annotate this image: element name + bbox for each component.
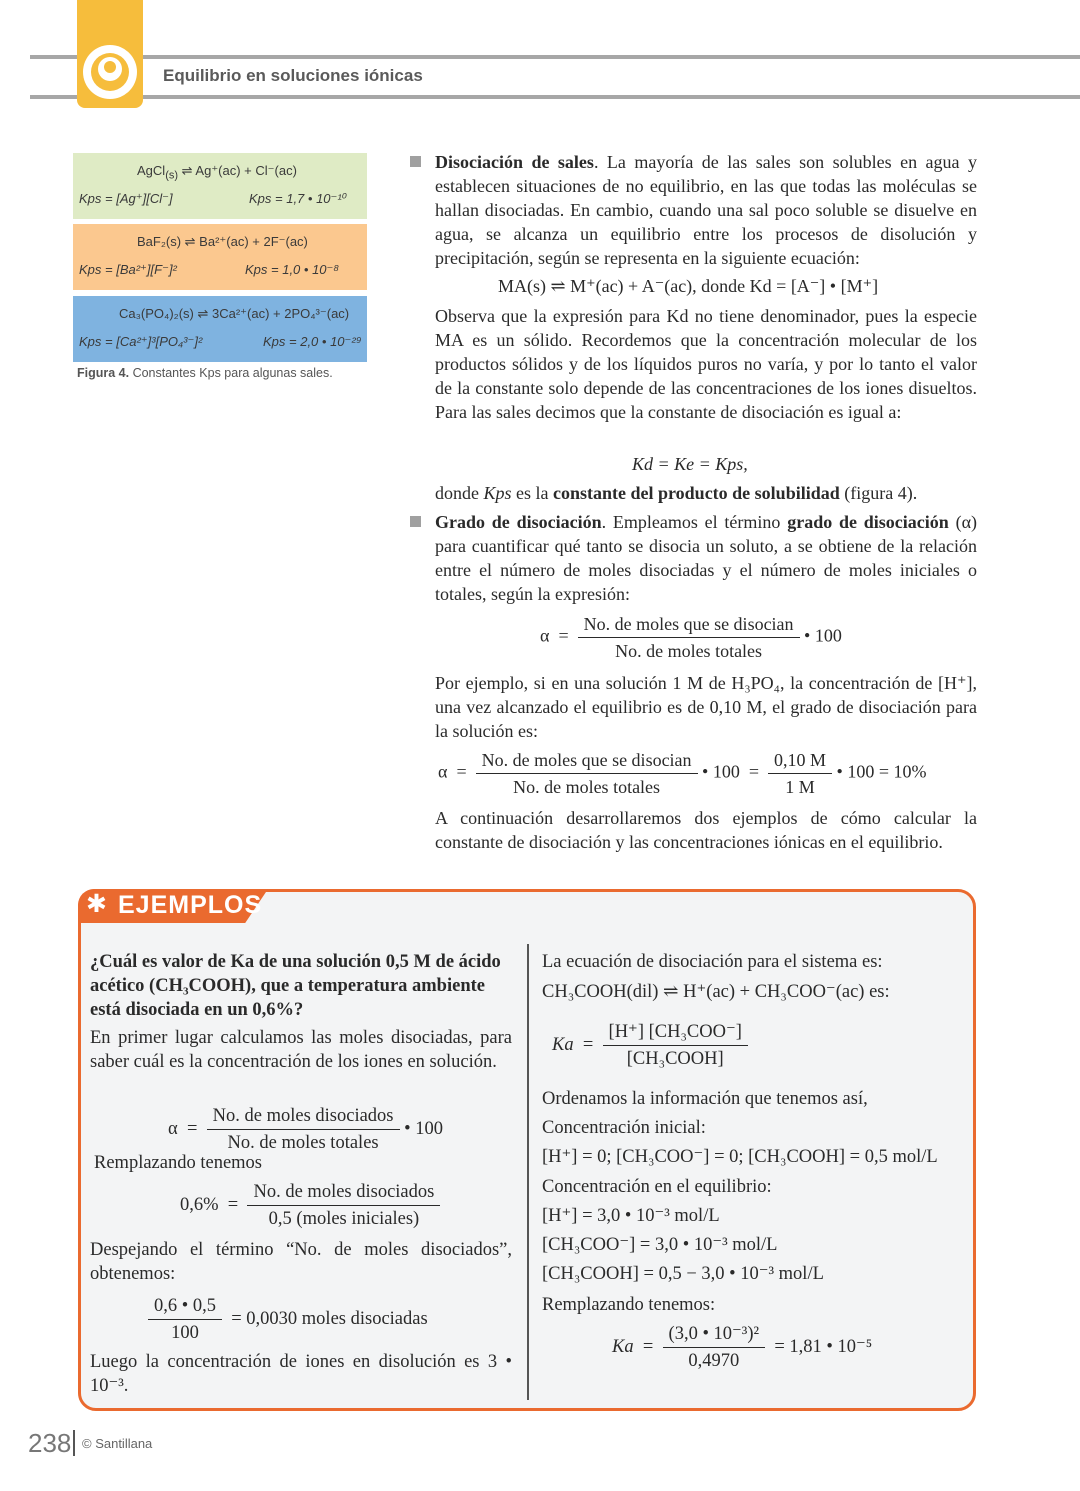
copyright: © Santillana [82,1436,153,1451]
kps-value: Kps = 1,7 • 10⁻¹⁰ [249,191,347,206]
kps-box-ca3po4 [73,296,367,362]
spiral-logo-icon [77,0,143,108]
example-reemplazando: Remplazando tenemos [94,1153,262,1173]
example-reemplazando2: Remplazando tenemos: [542,1295,716,1315]
alpha-example-formula: α = $\frac{\text{No. de moles que se disocian}}{\text{No. de moles totales}}$ • 100 = $\frac{0,10 M}{1 M}$ • 100 = 10% [438,750,927,797]
example-conc-ini-vals: [H⁺] = 0; [CH₃COO⁻] = 0; [CH₃COOH] = 0,5 mol/L [542,1147,938,1167]
section2-closing: A continuación desarrollaremos dos ejemplos de cómo calcular la constante de disociación y las concentraciones iónicas en el equilibrio. [435,808,977,852]
example-conc-ini: Concentración inicial: [542,1118,706,1138]
example-eq2: [CH₃COO⁻] = 3,0 • 10⁻³ mol/L [542,1235,778,1255]
kps-equation: AgCl$_{(s)}$ ⇌ Ag⁺(ac) + Cl⁻(ac) [137,163,297,182]
kps-value: Kps = 2,0 • 10⁻²⁹ [263,334,362,349]
kps-equation: Ca₃(PO₄)₂(s) ⇌ 3Ca²⁺(ac) + 2PO₄³⁻(ac) [119,306,350,321]
example-conc-eq: Concentración en el equilibrio: [542,1177,772,1197]
example-eq1: [H⁺] = 3,0 • 10⁻³ mol/L [542,1206,720,1226]
example-r-intro: La ecuación de disociación para el sistema es: [542,952,883,972]
example-ordenamos: Ordenamos la información que tenemos así, [542,1089,868,1109]
example-alpha-formula: α = $\frac{\text{No. de moles disociados}}{\text{No. de moles totales}}$ • 100 [168,1106,443,1153]
examples-label: ✱ EJEMPLOS [86,890,263,919]
kps-expression: Kps = [Ba²⁺][F⁻]² [79,262,177,277]
section1-equation: MA(s) ⇌ M⁺(ac) + A⁻(ac), donde Kd = [A⁻] • [M⁺] [498,276,879,296]
examples-divider [527,944,529,1400]
example-luego: Luego la concentración de iones en disolución es 3 • 10⁻³. [90,1352,512,1396]
example-eq3: [CH₃COOH] = 0,5 − 3,0 • 10⁻³ mol/L [542,1264,824,1284]
example-result-formula: $\frac{0,6 • 0,5}{100}$ = 0,0030 moles disociadas [148,1294,428,1345]
kps-box-agcl [73,153,367,219]
example-step1: En primer lugar calculamos las moles disociadas, para saber cuál es la concentración de los iones en solución. [90,1028,512,1072]
chapter-tab [77,0,143,108]
bullet-icon [410,516,421,527]
page-number: 238 [28,1428,72,1458]
figure-caption: Figura 4. Constantes Kps para algunas sales. [77,366,333,380]
ka-formula: Ka = $\frac{\text{[H⁺] [CH₃COO⁻]}}{\text{[CH₃COOH]}}$ [552,1020,748,1071]
asterisk-icon: ✱ [86,890,108,918]
header-rule-bottom [30,95,1080,99]
kd-equation: Kd = Ke = Kps, [632,454,748,474]
ka-result-formula: Ka = $\frac{\text{(3,0 • 10⁻³)²}}{0,4970}$ = 1,81 • 10⁻⁵ [612,1324,873,1371]
alpha-formula: α = $\frac{\text{No. de moles que se disocian}}{\text{No. de moles totales}}$ • 100 [540,614,842,661]
example-pct-formula: 0,6% = $\frac{\text{No. de moles disociados}}{\text{0,5 (moles iniciales)}}$ [180,1180,440,1231]
section1-body: Observa que la expresión para Kd no tiene denominador, pues la especie MA es un sólido. Recordemos que la concentración molecular de los productos sólidos y de los líquidos puros no varía, y por lo tanto el valor de la constante solo depende de las concentraciones de los iones disueltos. Para las sales decimos que la constante de disociación es igual a: [435,306,977,422]
example-despejando: Despejando el término “No. de moles disociados”, obtenemos: [90,1240,512,1284]
kps-value: Kps = 1,0 • 10⁻⁸ [245,262,340,277]
example-r-equation: CH₃COOH(dil) ⇌ H⁺(ac) + CH₃COO⁻(ac) es: [542,982,890,1002]
section2-example: Por ejemplo, si en una solución 1 M de H₃PO₄, la concentración de [H⁺], una vez alcanzado el equilibrio es de 0,10 M, el grado de disociación para la solución es: [435,673,977,741]
kps-box-baf2 [73,224,367,290]
footer-divider [73,1430,75,1456]
section1-tail: donde Kps es la constante del producto de solubilidad (figura 4). [435,483,918,503]
kps-expression: Kps = [Ca²⁺]³[PO₄³⁻]² [79,334,203,349]
kps-expression: Kps = [Ag⁺][Cl⁻] [79,191,173,206]
header-title: Equilibrio en soluciones iónicas [163,66,423,85]
example-question: ¿Cuál es valor de Ka de una solución 0,5 M de ácido acético (CH₃COOH), que a temperatura ambiente está disociada en un 0,6%? [90,952,501,1020]
header-rule-top [30,55,1080,59]
section2-intro: Grado de disociación. Empleamos el término grado de disociación (α) para cuantificar qué tanto se disocia un soluto, a se obtiene de la relación entre el número de moles disociadas y el número de moles iniciales o totales, según la expresión: [435,512,978,604]
kps-equation: BaF₂(s) ⇌ Ba²⁺(ac) + 2F⁻(ac) [137,234,308,249]
bullet-icon [410,156,421,167]
section1-intro: Disociación de sales. La mayoría de las sales son solubles en agua y establecen situaciones de no equilibrio, en las que todas las moléculas se hallan disociadas. En cambio, cuando una sal poco soluble se disuelve en agua, se alcanza un equilibrio entre los procesos de disolución y precipitación, según se representa en la siguiente ecuación: [435,152,978,268]
